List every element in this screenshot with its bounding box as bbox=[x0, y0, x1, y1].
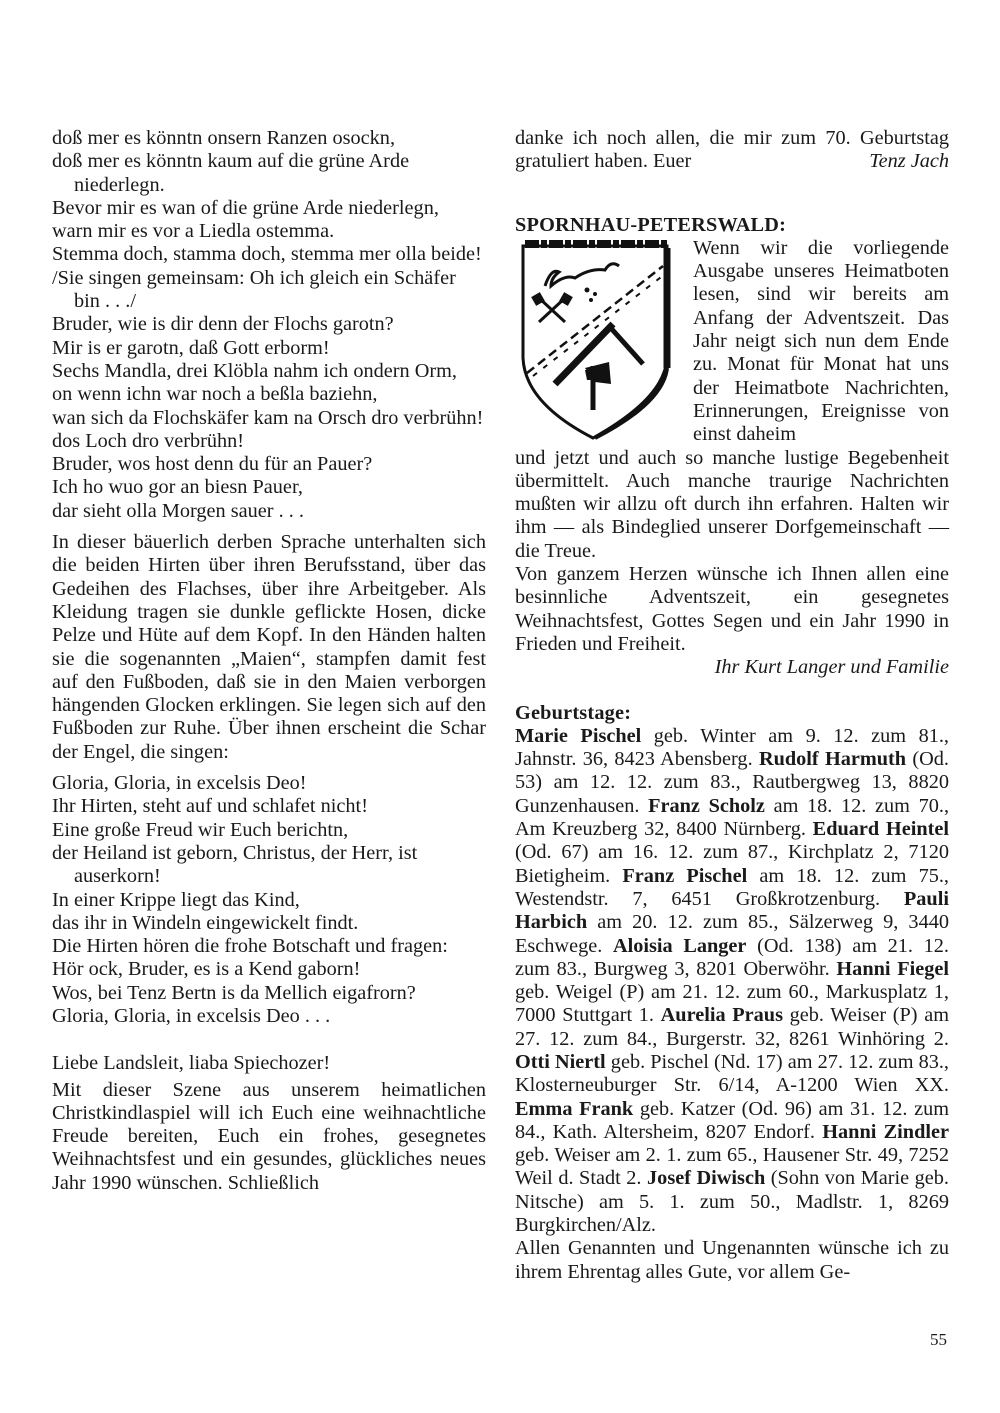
birthday-person-name: Emma Frank bbox=[515, 1097, 634, 1120]
birthday-person-name: Otti Niertl bbox=[515, 1050, 606, 1073]
verse-line: Bruder, wie is dir denn der Flochs garotn? bbox=[52, 313, 394, 336]
birthdays-heading: Geburtstage: bbox=[515, 701, 632, 724]
verse-line: In einer Krippe liegt das Kind, bbox=[52, 888, 300, 911]
verse-line: doß mer es könntn kaum auf die grüne Arde niederlegn. bbox=[52, 150, 410, 196]
section-heading: SPORNHAU-PETERSWALD: bbox=[515, 213, 787, 236]
birthday-details: geb. Weiser am 2. 1. zum 65., Hausener Str. 49, 7252 Weil d. Stadt 2. bbox=[515, 1144, 949, 1190]
verse-line: Eine große Freud wir Euch berichtn, bbox=[52, 818, 349, 841]
signature-kurt-langer: Ihr Kurt Langer und Familie bbox=[714, 656, 949, 679]
verse-line: dar sieht olla Morgen sauer . . . bbox=[52, 499, 304, 522]
birthday-person-name: Pauli Harbich bbox=[515, 887, 949, 934]
verse-line: Die Hirten hören die frohe Botschaft und fragen: bbox=[52, 935, 448, 958]
continuation-block bbox=[515, 127, 949, 174]
birthday-details: (Od. 53) am 12. 12. zum 83., Rautbergweg 13, 8820 Gunzenhausen. bbox=[515, 748, 949, 817]
coat-of-arms-icon bbox=[515, 238, 679, 442]
birthday-person-name: Josef Diwisch bbox=[647, 1167, 766, 1190]
birthday-person-name: Eduard Heintel bbox=[812, 818, 949, 841]
birthday-person-name: Franz Pischel bbox=[622, 864, 748, 887]
verse-line: doß mer es könntn onsern Ranzen osockn, bbox=[52, 127, 396, 149]
birthday-details: geb. Weigel (P) am 21. 12. zum 60., Markusplatz 1, 7000 Stuttgart 1. bbox=[515, 981, 949, 1027]
angels-song-verse bbox=[52, 772, 486, 1028]
verse-line: der Heiland ist geborn, Christus, der Herr, ist auserkorn! bbox=[52, 841, 418, 888]
verse-line: Bevor mir es wan of die grüne Arde niederlegn, bbox=[52, 196, 439, 219]
greeting-line: Liebe Landsleit, liaba Spiechozer! bbox=[52, 1052, 331, 1075]
birthday-person-name: Marie Pischel bbox=[515, 724, 642, 747]
signature-tenz-jach: Tenz Jach bbox=[869, 150, 949, 173]
verse-line: dos Loch dro verbrühn! bbox=[52, 429, 245, 452]
section-intro bbox=[515, 237, 949, 447]
birthday-details: am 20. 12. zum 85., Sälzerweg 9, 3440 Eschwege. bbox=[515, 911, 949, 957]
verse-line: Ihr Hirten, steht auf und schlafet nicht! bbox=[52, 795, 368, 818]
wishes-paragraph: Von ganzem Herzen wünsche ich Ihnen allen eine besinnliche Adventszeit, ein gesegnetes Weihnachtsfest, Gottes Segen und ein Jahr 1990 in Frieden und Freiheit. bbox=[515, 563, 949, 655]
christmas-wish-paragraph: Mit dieser Szene aus unserem heimatlichen Christkindlaspiel will ich Euch eine weihnachtliche Freude bereiten, Euch ein frohes, gesegnetes Weihnachtsfest und ein gesundes, glückliches neues Jahr 1990 wünschen. Schließlich bbox=[52, 1078, 486, 1194]
birthday-details: geb. Katzer (Od. 96) am 31. 12. zum 84., Kath. Altersheim, 8207 Endorf. bbox=[515, 1097, 949, 1143]
birthday-person-name: Aloisia Langer bbox=[612, 934, 747, 957]
shepherds-dialogue-verse bbox=[52, 127, 486, 523]
section-body-text: und jetzt und auch so manche lustige Begebenheit übermittelt. Auch manche traurige Nachrichten mußten wir allzu oft durch ihn erfahren. Halten wir ihm — als Bindeglied unserer Dorfgemeinschaft — die Treue. bbox=[515, 446, 949, 562]
verse-line: Bruder, wos host denn du für an Pauer? bbox=[52, 453, 373, 476]
continuation-text: danke ich noch allen, die mir zum 70. Geburtstag gratuliert haben. Euer bbox=[515, 127, 949, 173]
section-intro-text: Wenn wir die vorliegende Ausgabe unseres Heimatboten lesen, sind wir bereits am Anfang der Adventszeit. Das Jahr neigt sich nun dem Ende zu. Monat für Monat hat uns der Heimatbote Nachrichten, Erinnerungen, Ereignisse von einst daheim bbox=[693, 236, 949, 446]
closing-text: Allen Genannten und Ungenannten wünsche ich zu ihrem Ehrentag alles Gute, vor allem Ge- bbox=[515, 1237, 949, 1283]
birthday-person-name: Franz Scholz bbox=[648, 794, 765, 817]
page-number: 55 bbox=[930, 1330, 947, 1349]
birthday-details: (Od. 138) am 21. 12. zum 83., Burgweg 3, 8201 Oberwöhr. bbox=[515, 934, 950, 980]
verse-line: Mir is er garotn, daß Gott erborm! bbox=[52, 336, 330, 359]
verse-line: Ich ho wuo gor an biesn Pauer, bbox=[52, 476, 303, 499]
verse-line: /Sie singen gemeinsam: Oh ich gleich ein Schäfer bin . . ./ bbox=[52, 266, 456, 313]
birthdays-list bbox=[515, 725, 949, 1238]
verse-line: on wenn ichn war noch a beßla baziehn, bbox=[52, 383, 378, 406]
continuation-text-wrap bbox=[515, 127, 949, 174]
verse-line: Gloria, Gloria, in excelsis Deo! bbox=[52, 772, 307, 795]
birthday-person-name: Hanni Zindler bbox=[822, 1120, 949, 1143]
verse-line: Stemma doch, stamma doch, stemma mer olla beide! bbox=[52, 243, 482, 266]
birthday-details: am 18. 12. zum 75., Westendstr. 7, 6451 Großkrotzenburg. bbox=[515, 864, 949, 910]
verse-line: das ihr in Windeln eingewickelt findt. bbox=[52, 911, 359, 934]
verse-line: warn mir es vor a Liedla ostemma. bbox=[52, 220, 335, 243]
verse-line: Gloria, Gloria, in excelsis Deo . . . bbox=[52, 1004, 331, 1027]
verse-line: Hör ock, Bruder, es is a Kend gaborn! bbox=[52, 958, 361, 981]
birthday-details: geb. Pischel (Nd. 17) am 27. 12. zum 83., Klosterneuburger Str. 6/14, A-1200 Wien XX. bbox=[515, 1050, 949, 1097]
birthday-person-name: Hanni Fiegel bbox=[836, 957, 950, 980]
birthday-details: (Sohn von Marie geb. Nitsche) am 5. 1. zum 50., Madlstr. 1, 8269 Burgkirchen/Alz. bbox=[515, 1167, 950, 1237]
verse-line: Sechs Mandla, drei Klöbla nahm ich ondern Orm, bbox=[52, 359, 457, 382]
birthday-person-name: Aurelia Praus bbox=[660, 1004, 783, 1027]
verse-line: Wos, bei Tenz Bertn is da Mellich eigafrorn? bbox=[52, 981, 416, 1004]
scene-description-paragraph: In dieser bäuerlich derben Sprache unterhalten sich die beiden Hirten über ihren Berufsstand, über das Gedeihen des Flachses, über ihre Arbeitgeber. Als Kleidung tragen sie dunkle geflickte Hosen, dicke Pelze und Hüte auf dem Kopf. In den Händen halten sie die sogenannten „Maien“, stampfen damit fest auf den Fußboden, daß sie in den Maien verborgen hängenden Glocken erklingen. Sie legen sich auf den Fußboden zur Ruhe. Über ihnen erscheint die Schar der Engel, die singen: bbox=[52, 531, 486, 763]
right-column bbox=[515, 127, 949, 1284]
birthday-details: (Od. 67) am 16. 12. zum 87., Kirchplatz 2, 7120 Bietigheim. bbox=[515, 841, 949, 887]
left-column bbox=[52, 127, 486, 1195]
birthday-details: geb. Winter am 9. 12. zum 81., Jahnstr. 36, 8423 Abensberg. bbox=[515, 724, 949, 771]
birthday-details: am 18. 12. zum 70., Am Kreuzberg 32, 8400 Nürnberg. bbox=[515, 794, 950, 841]
birthday-person-name: Rudolf Harmuth bbox=[758, 748, 907, 771]
birthday-details: geb. Weiser (P) am 27. 12. zum 84., Burgerstr. 32, 8261 Winhöring 2. bbox=[515, 1004, 950, 1050]
verse-line: wan sich da Flochskäfer kam na Orsch dro verbrühn! bbox=[52, 406, 484, 429]
